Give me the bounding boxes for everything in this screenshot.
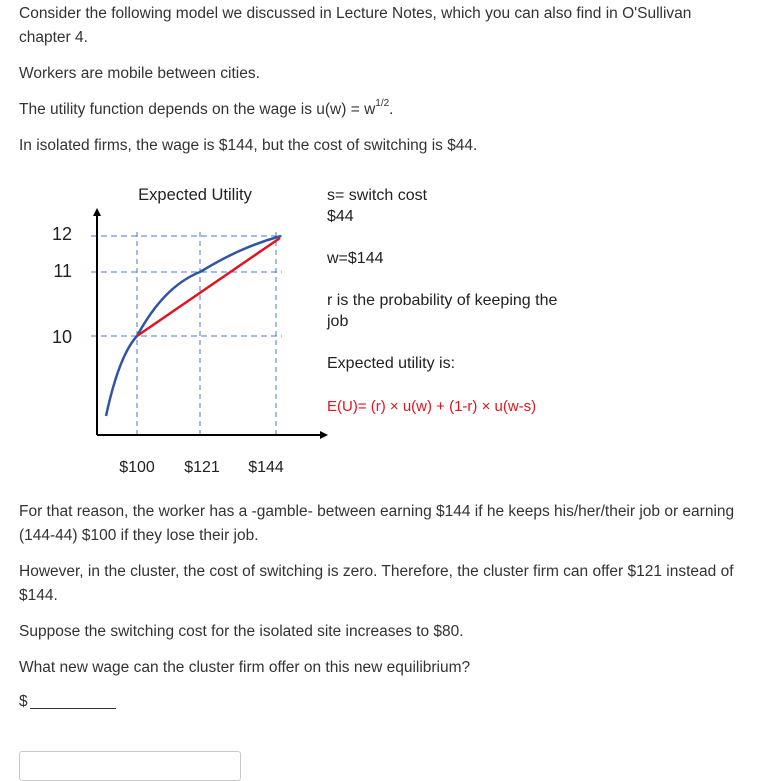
- y-tick-labels: [52, 224, 72, 347]
- x-axis-arrow: [320, 431, 328, 439]
- answer-blank-line: [30, 708, 116, 709]
- utility-exponent: 1/2: [375, 97, 390, 109]
- note-probability-line1: r is the probability of keeping the: [327, 292, 558, 309]
- chart-axes: [93, 208, 328, 439]
- question-gamble: For that reason, the worker has a -gamble- between earning $144 if he keeps his/her/their job or earning (144-44) $100 if they lose their job.: [19, 503, 735, 544]
- y-axis-arrow: [93, 208, 101, 216]
- utility-prefix: The utility function depends on the wage is u(w) = w: [19, 101, 376, 118]
- note-wage: w=$144: [327, 250, 384, 267]
- question-cluster: However, in the cluster, the cost of switching is zero. Therefore, the cluster firm can offer $121 instead of $144.: [19, 563, 734, 604]
- x-tick-144: $144: [248, 459, 284, 476]
- question-utility: [19, 98, 393, 122]
- x-tick-121: $121: [184, 459, 220, 476]
- x-tick-100: $100: [119, 459, 155, 476]
- question-mobile: Workers are mobile between cities.: [19, 65, 260, 82]
- utility-suffix: .: [389, 101, 394, 118]
- figure-notes: [326, 187, 557, 415]
- answer-dollar-sign: $: [19, 693, 28, 710]
- question-isolated: In isolated firms, the wage is $144, but the cost of switching is $44.: [19, 137, 478, 154]
- y-tick-12: 12: [51, 224, 72, 244]
- note-switch-cost: s= switch cost: [327, 187, 428, 204]
- answer-input[interactable]: [19, 751, 241, 781]
- guide-lines: [91, 232, 282, 435]
- chart-title: Expected Utility: [138, 186, 252, 204]
- x-tick-labels: [119, 459, 284, 476]
- note-probability-line2: job: [327, 313, 349, 330]
- note-formula: E(U)= (r) × u(w) + (1-r) × u(w-s): [327, 398, 537, 415]
- utility-curve: [106, 236, 281, 416]
- question-intro: Consider the following model we discussed in Lecture Notes, which you can also find in O'Sullivan chapter 4.: [19, 5, 692, 46]
- y-tick-11: 11: [53, 261, 72, 281]
- question-prompt: What new wage can the cluster firm offer on this new equilibrium?: [19, 659, 471, 676]
- y-tick-10: 10: [51, 327, 72, 347]
- note-switch-cost-value: $44: [327, 208, 354, 225]
- expected-utility-chord: [137, 238, 280, 336]
- note-expected-label: Expected utility is:: [327, 355, 456, 372]
- question-suppose: Suppose the switching cost for the isolated site increases to $80.: [19, 623, 464, 640]
- expected-utility-figure: [40, 178, 650, 483]
